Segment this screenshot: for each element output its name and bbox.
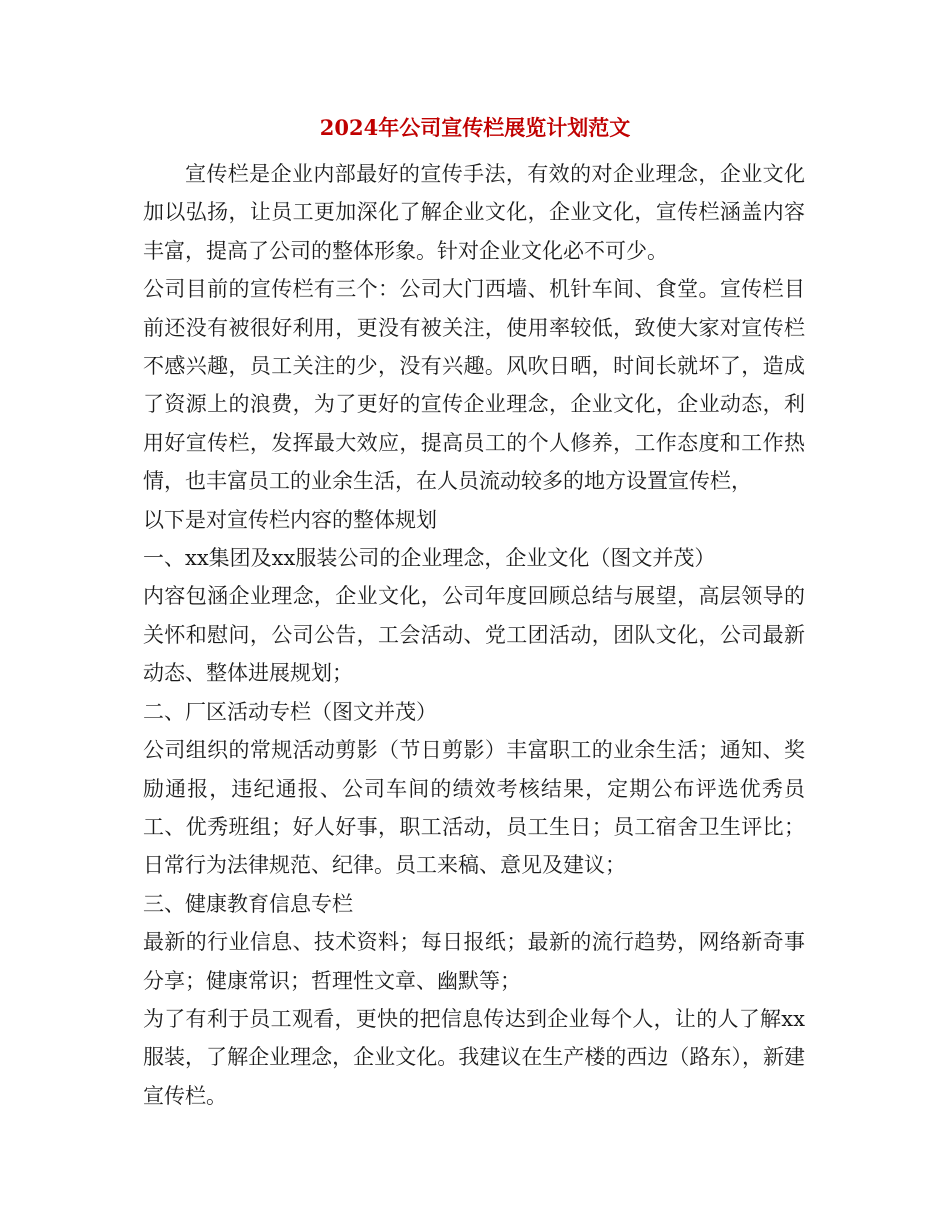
body-paragraph: 宣传栏是企业内部最好的宣传手法，有效的对企业理念，企业文化加以弘扬，让员工更加深化了解企业文化，企业文化，宣传栏涵盖内容丰富，提高了公司的整体形象。针对企业文化必不可少。 <box>143 162 805 263</box>
body-paragraph: 内容包涵企业理念，企业文化，公司年度回顾总结与展望，高层领导的关怀和慰问，公司公告，工会活动、党工团活动，团队文化，公司最新动态、整体进展规划； <box>143 584 805 686</box>
section-heading: 二、厂区活动专栏（图文并茂） <box>143 699 437 724</box>
section-heading: 三、健康教育信息专栏 <box>143 891 353 916</box>
document-title: 2024年公司宣传栏展览计划范文 <box>319 115 631 140</box>
body-paragraph: 以下是对宣传栏内容的整体规划 <box>143 507 437 532</box>
section-heading: 一、xx集团及xx服装公司的企业理念，企业文化（图文并茂） <box>143 546 716 571</box>
body-paragraph: 公司目前的宣传栏有三个：公司大门西墙、机针车间、食堂。宣传栏目前还没有被很好利用，更没有被关注，使用率较低，致使大家对宣传栏不感兴趣，员工关注的少，没有兴趣。风吹日晒，时间长就坏了，造成了资源上的浪费，为了更好的宣传企业理念，企业文化，企业动态，利用好宣传栏，发挥最大效应，提高员工的个人修养，工作态度和工作热情，也丰富员工的业余生活，在人员流动较多的地方设置宣传栏， <box>143 277 805 494</box>
body-paragraph: 公司组织的常规活动剪影（节日剪影）丰富职工的业余生活；通知、奖励通报，违纪通报、公司车间的绩效考核结果，定期公布评选优秀员工、优秀班组；好人好事，职工活动，员工生日；员工宿舍卫生评比；日常行为法律规范、纪律。员工来稿、意见及建议； <box>143 738 805 878</box>
body-paragraph: 为了有利于员工观看，更快的把信息传达到企业每个人，让的人了解xx服装，了解企业理念，企业文化。我建议在生产楼的西边（路东），新建宣传栏。 <box>143 1006 805 1108</box>
document-body <box>143 155 805 1115</box>
body-paragraph: 最新的行业信息、技术资料；每日报纸；最新的流行趋势，网络新奇事分享；健康常识；哲理性文章、幽默等； <box>143 930 805 993</box>
